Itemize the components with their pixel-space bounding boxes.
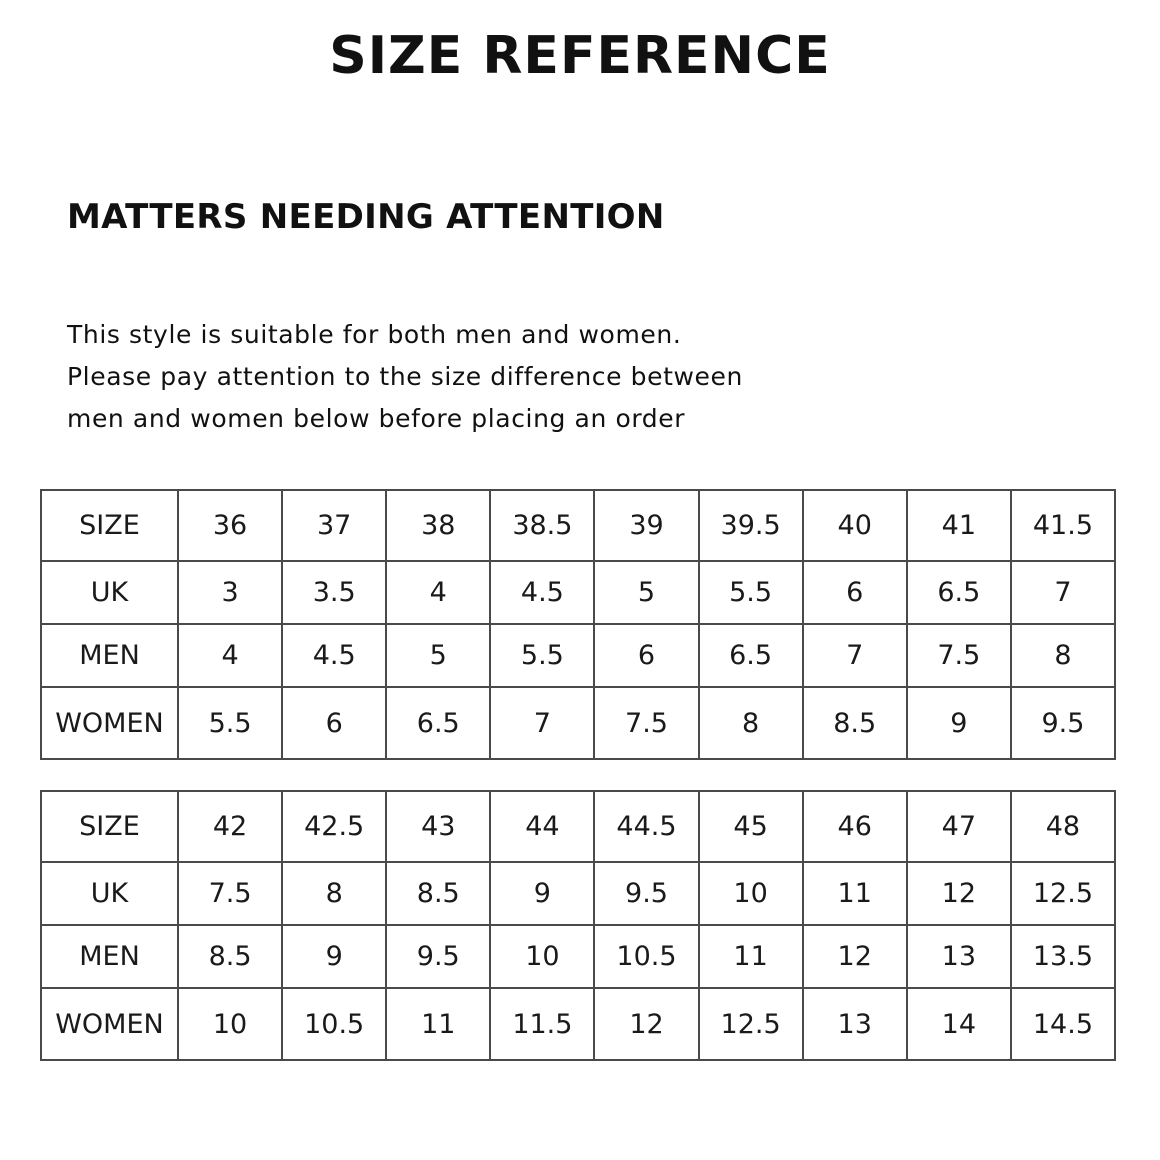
table-cell: 6.5 <box>699 624 803 687</box>
table-cell: 9 <box>282 925 386 988</box>
table-cell: 4.5 <box>282 624 386 687</box>
table-cell: 40 <box>803 490 907 561</box>
table-cell: 5 <box>386 624 490 687</box>
table-row <box>41 490 1115 561</box>
table-cell: 11 <box>699 925 803 988</box>
table-cell: 13 <box>803 988 907 1060</box>
table-cell: 6.5 <box>907 561 1011 624</box>
table-row <box>41 791 1115 862</box>
table-cell: 14.5 <box>1011 988 1115 1060</box>
table-cell: 7.5 <box>178 862 282 925</box>
table-cell: 6 <box>594 624 698 687</box>
table-cell: 48 <box>1011 791 1115 862</box>
table-cell: 42 <box>178 791 282 862</box>
note-line: This style is suitable for both men and women. <box>67 320 682 349</box>
table-cell: 39 <box>594 490 698 561</box>
table-cell: 10 <box>490 925 594 988</box>
table-cell: 9.5 <box>1011 687 1115 759</box>
table-cell: 37 <box>282 490 386 561</box>
table-cell: 43 <box>386 791 490 862</box>
row-label: UK <box>41 862 178 925</box>
table-cell: 10 <box>699 862 803 925</box>
table-cell: 41 <box>907 490 1011 561</box>
section-heading: MATTERS NEEDING ATTENTION <box>67 197 665 237</box>
table-cell: 8.5 <box>386 862 490 925</box>
table-cell: 39.5 <box>699 490 803 561</box>
table-cell: 3.5 <box>282 561 386 624</box>
table-cell: 5 <box>594 561 698 624</box>
table-cell: 14 <box>907 988 1011 1060</box>
table-cell: 45 <box>699 791 803 862</box>
table-cell: 5.5 <box>490 624 594 687</box>
table-cell: 4 <box>178 624 282 687</box>
row-label: UK <box>41 561 178 624</box>
table-cell: 46 <box>803 791 907 862</box>
table-cell: 6.5 <box>386 687 490 759</box>
table-cell: 7 <box>1011 561 1115 624</box>
table-cell: 9.5 <box>386 925 490 988</box>
table-cell: 44.5 <box>594 791 698 862</box>
table-cell: 11 <box>386 988 490 1060</box>
table-row <box>41 624 1115 687</box>
table-cell: 12.5 <box>1011 862 1115 925</box>
table-cell: 10.5 <box>282 988 386 1060</box>
note-line: men and women below before placing an order <box>67 404 686 433</box>
table-cell: 12 <box>594 988 698 1060</box>
table-cell: 13.5 <box>1011 925 1115 988</box>
attention-note <box>67 314 827 440</box>
table-cell: 44 <box>490 791 594 862</box>
table-cell: 41.5 <box>1011 490 1115 561</box>
table-cell: 7.5 <box>594 687 698 759</box>
table-cell: 10 <box>178 988 282 1060</box>
table-cell: 42.5 <box>282 791 386 862</box>
table-cell: 11.5 <box>490 988 594 1060</box>
table-cell: 4 <box>386 561 490 624</box>
table-row <box>41 988 1115 1060</box>
table-cell: 9 <box>490 862 594 925</box>
table-cell: 38 <box>386 490 490 561</box>
table-cell: 38.5 <box>490 490 594 561</box>
row-label: MEN <box>41 925 178 988</box>
table-row <box>41 925 1115 988</box>
page-title: SIZE REFERENCE <box>329 26 831 86</box>
table-cell: 9.5 <box>594 862 698 925</box>
note-line: Please pay attention to the size difference between <box>67 362 743 391</box>
row-label: SIZE <box>41 490 178 561</box>
table-cell: 7 <box>803 624 907 687</box>
row-label: MEN <box>41 624 178 687</box>
table-cell: 6 <box>803 561 907 624</box>
table-cell: 8 <box>1011 624 1115 687</box>
table-cell: 11 <box>803 862 907 925</box>
table-cell: 8.5 <box>803 687 907 759</box>
size-chart-table-1 <box>40 489 1116 760</box>
table-cell: 7 <box>490 687 594 759</box>
table-cell: 8 <box>282 862 386 925</box>
table-cell: 6 <box>282 687 386 759</box>
table-cell: 12 <box>803 925 907 988</box>
table-cell: 36 <box>178 490 282 561</box>
table-row <box>41 687 1115 759</box>
table-cell: 12.5 <box>699 988 803 1060</box>
table-row <box>41 561 1115 624</box>
table-cell: 5.5 <box>178 687 282 759</box>
table-cell: 4.5 <box>490 561 594 624</box>
row-label: WOMEN <box>41 687 178 759</box>
table-cell: 8 <box>699 687 803 759</box>
table-cell: 3 <box>178 561 282 624</box>
table-cell: 9 <box>907 687 1011 759</box>
size-chart-table-2 <box>40 790 1116 1061</box>
table-cell: 10.5 <box>594 925 698 988</box>
row-label: WOMEN <box>41 988 178 1060</box>
table-cell: 7.5 <box>907 624 1011 687</box>
row-label: SIZE <box>41 791 178 862</box>
table-cell: 8.5 <box>178 925 282 988</box>
table-cell: 5.5 <box>699 561 803 624</box>
table-cell: 13 <box>907 925 1011 988</box>
table-cell: 12 <box>907 862 1011 925</box>
table-row <box>41 862 1115 925</box>
table-cell: 47 <box>907 791 1011 862</box>
